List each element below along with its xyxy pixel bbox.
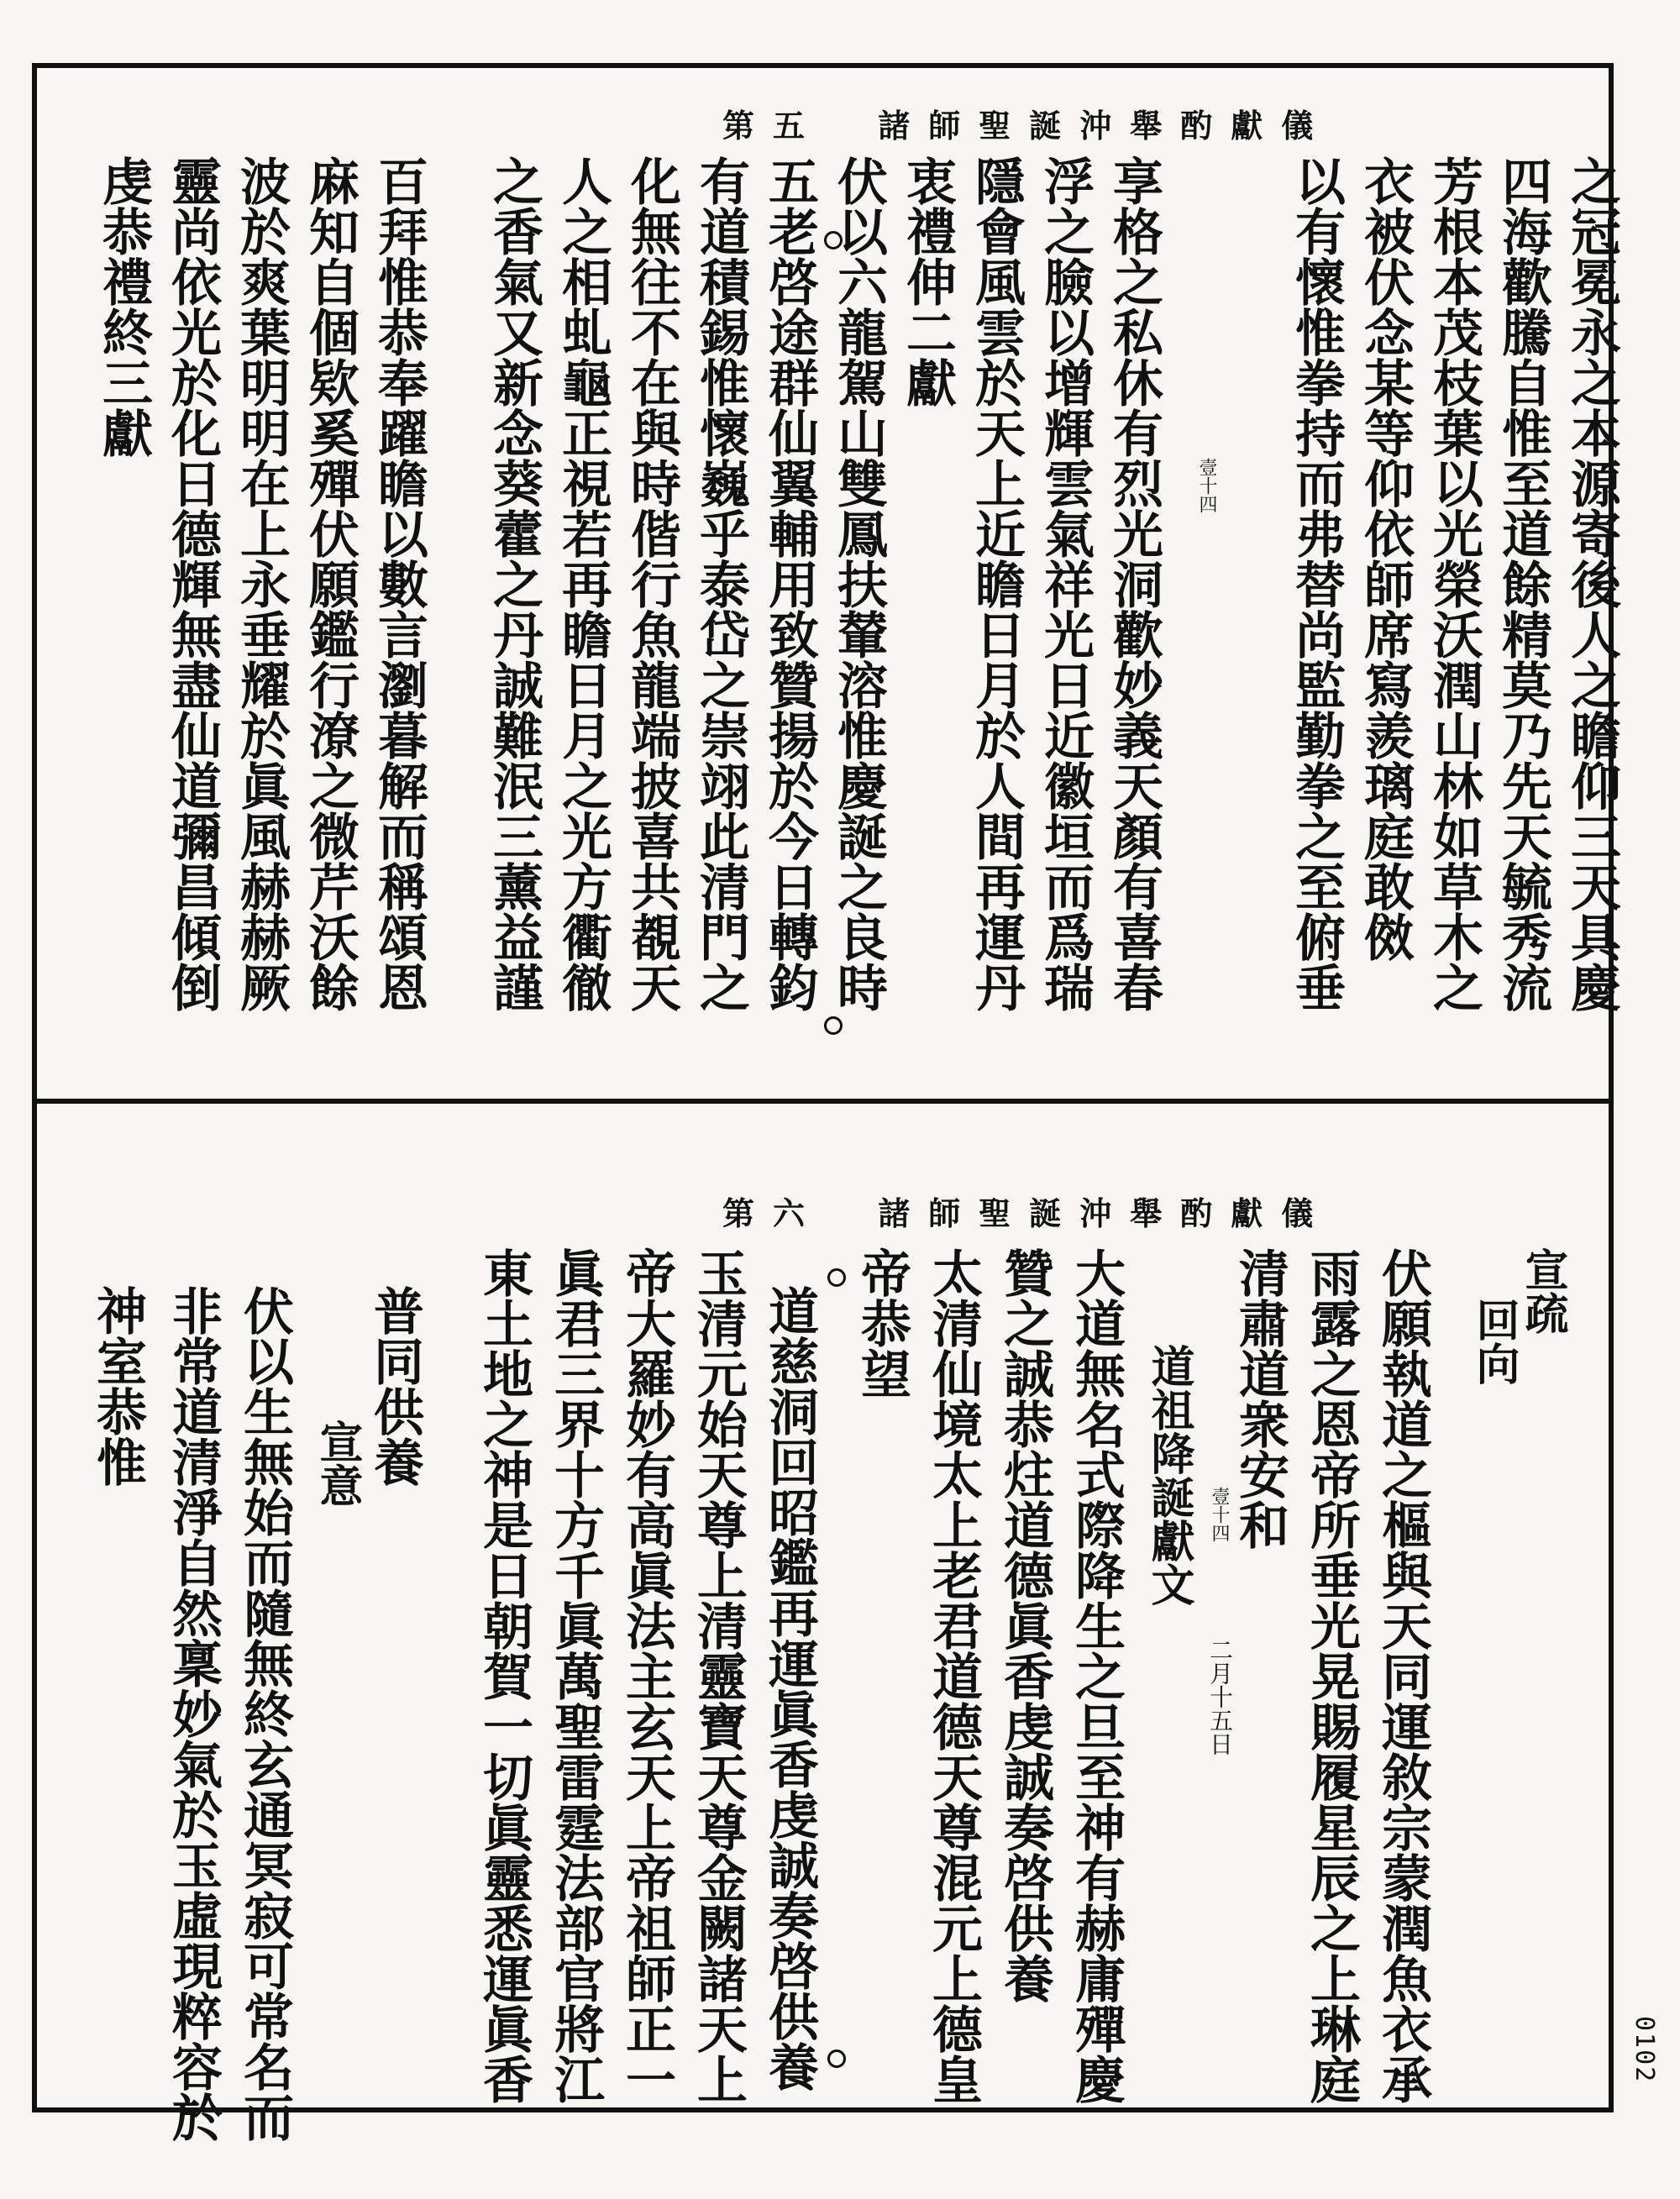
- bottom-column: 伏願執道之樞與天同運敘宗蒙潤魚衣承: [1373, 1247, 1432, 2104]
- date-note: 二月十五日: [1206, 1638, 1234, 1756]
- bottom-column: 太清仙境太上老君道德天尊混元上德皇: [924, 1247, 983, 2104]
- bottom-column: 非常道清淨自然稟妙氣於玉虛現粹容於: [164, 1285, 223, 2142]
- bottom-column: 雨露之恩帝所垂光晃賜履星辰之上琳庭: [1302, 1247, 1361, 2104]
- bottom-column: 贊之誠恭炷道德眞香虔誠奏啓供養: [995, 1247, 1054, 2003]
- top-header-section: 第五: [722, 107, 824, 144]
- circle-mark: [827, 2049, 846, 2068]
- circle-mark: [824, 231, 843, 249]
- bottom-column: 宣意: [312, 1420, 363, 1507]
- circle-mark: [827, 1268, 846, 1287]
- top-column: 百拜惟恭奉躍瞻以數言瀏暮解而稱頌恩: [370, 155, 428, 1012]
- top-column: 伏以六龍駕山雙鳳扶輦溶惟慶誕之良時: [829, 155, 888, 1012]
- top-column: 之香氣又新念葵藿之丹誠難泯三薰益謹: [485, 155, 543, 1012]
- bottom-column: 普同供養: [365, 1285, 424, 1487]
- top-column: 衣被伏念某等仰依師席寫羨璃庭敢傚: [1356, 155, 1415, 962]
- bottom-header: [722, 1189, 1331, 1239]
- top-column: 衷禮伸二獻: [898, 155, 957, 407]
- bottom-column: 回向: [1468, 1298, 1520, 1385]
- bottom-column: 玉清元始天尊上清靈寶天尊金闕諸天上: [689, 1247, 748, 2104]
- bottom-column: 清肅道衆安和: [1231, 1247, 1289, 1550]
- bottom-page-note: 壹十四: [1209, 1487, 1230, 1542]
- top-column: 虔恭禮終三獻: [94, 155, 153, 458]
- top-column: 芳根本茂枝葉以光榮沃潤山林如草木之: [1425, 155, 1483, 1012]
- top-column: 隱會風雲於天上近瞻日月於人間再運丹: [967, 155, 1026, 1012]
- top-column: 四海歡騰自惟至道餘精莫乃先天毓秀流: [1494, 155, 1552, 1012]
- page-number: 0102: [1630, 2016, 1659, 2084]
- bottom-column: 東土地之神是日朝賀一切眞靈悉運眞香: [475, 1247, 533, 2104]
- top-header-title: 諸師聖誕沖舉酌獻儀: [878, 107, 1332, 144]
- top-column: 麻知自個欵奚殫伏願鑑行潦之微芹沃餘: [301, 155, 360, 1012]
- top-column: 有道積錫惟懷巍乎泰岱之崇翊此清門之: [691, 155, 750, 1012]
- page-divider: [32, 1099, 1614, 1104]
- bottom-column: 帝恭望: [853, 1247, 911, 1399]
- bottom-column: 宣疏: [1517, 1247, 1568, 1335]
- top-column: 波於爽葉明明在上永垂耀於眞風赫赫厥: [232, 155, 291, 1012]
- top-column: 靈尚依光於化日德輝無盡仙道彌昌傾倒: [163, 155, 222, 1012]
- bottom-column: 伏以生無始而隨無終玄通冥寂可常名而: [235, 1285, 294, 2142]
- bottom-column: 帝大羅妙有高眞法主玄天上帝祖師正一: [617, 1247, 676, 2104]
- bottom-column: 眞君三界十方千眞萬聖雷霆法部官將江: [546, 1247, 605, 2104]
- top-column: 以有懷惟拳持而弗替尚監勤拳之至俯垂: [1287, 155, 1346, 1012]
- bottom-column: 大道無名式際降生之旦至神有赫庸殫慶: [1067, 1247, 1126, 2104]
- top-page-note: 壹十四: [1196, 458, 1217, 513]
- top-header: [722, 101, 1331, 151]
- top-column: 化無往不在與時偕行魚龍端披喜共覩天: [622, 155, 681, 1012]
- top-column: 人之相虬龜正視若再瞻日月之光方衢徹: [554, 155, 612, 1012]
- bottom-column: 神室恭惟: [88, 1285, 147, 1487]
- circle-mark: [824, 1016, 843, 1035]
- top-column: 浮之臉以增輝雲氣祥光日近徽垣而爲瑞: [1036, 155, 1095, 1012]
- top-column: 之冠冕永之本源寄後人之瞻仰三天具慶: [1562, 155, 1621, 1012]
- bottom-column: 道祖降誕獻文: [1143, 1344, 1194, 1606]
- bottom-column: 道慈洞回昭鑑再運眞香虔誠奏啓供養: [760, 1285, 819, 2091]
- bottom-header-title: 諸師聖誕沖舉酌獻儀: [878, 1194, 1332, 1232]
- bottom-header-section: 第六: [722, 1194, 824, 1232]
- top-column: 五老啓途群仙翼輔用致贊揚於今日轉鈞: [760, 155, 819, 1012]
- top-column: 享格之私休有烈光洞歡妙義天顏有喜春: [1105, 155, 1163, 1012]
